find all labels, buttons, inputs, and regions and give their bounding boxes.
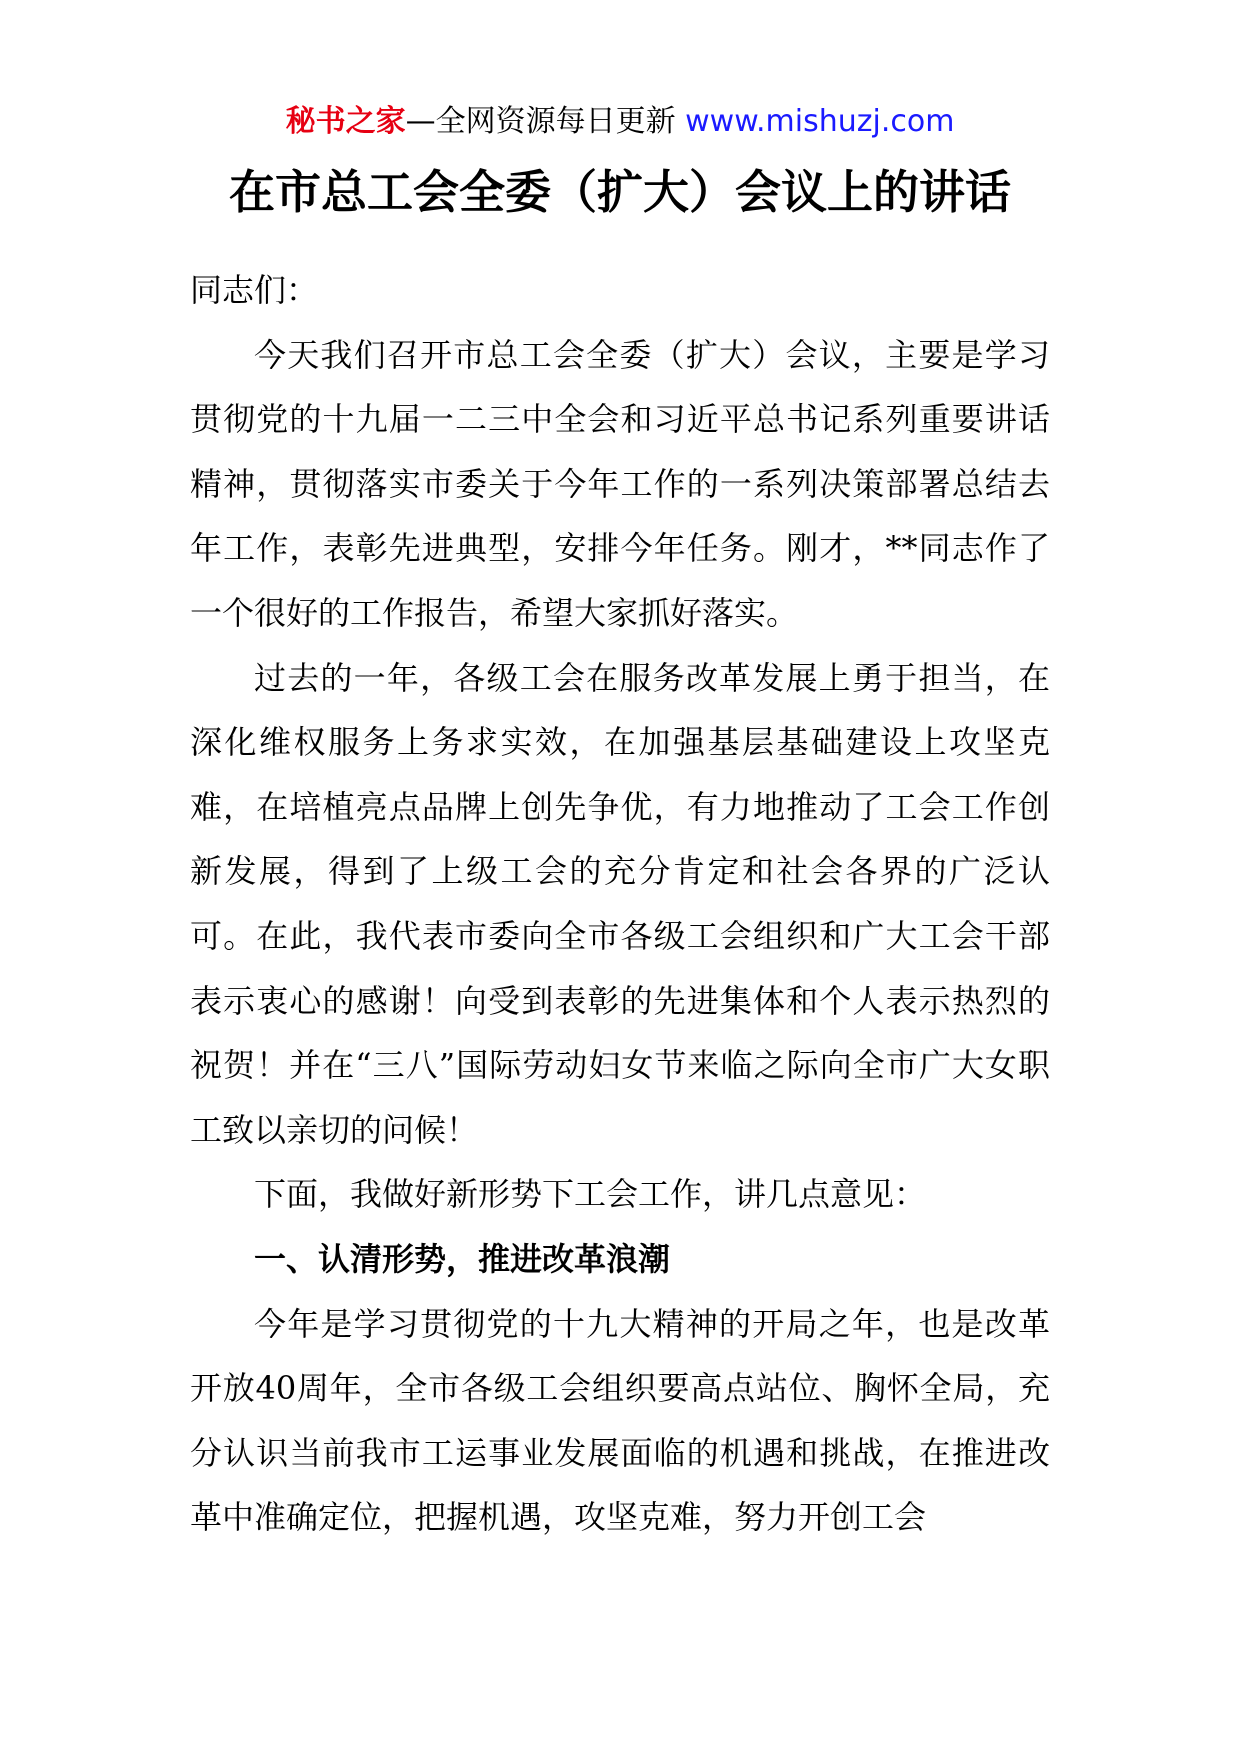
site-url-link[interactable]: www.mishuzj.com <box>685 104 955 139</box>
site-header <box>0 100 1240 144</box>
paragraph-3: 下面，我做好新形势下工会工作，讲几点意见： <box>254 1175 927 1214</box>
document-title: 在市总工会全委（扩大）会议上的讲话 <box>229 165 1011 219</box>
document-body <box>190 258 1050 1550</box>
brand-name: 秘书之家 <box>285 104 406 139</box>
header-tagline: —全网资源每日更新 <box>405 104 676 139</box>
paragraph-1: 今天我们召开市总工会全委（扩大）会议，主要是学习贯彻党的十九届一二三中全会和习近平总书记系列重要讲话精神，贯彻落实市委关于今年工作的一系列决策部署总结去年工作，表彰先进典型，安排今年任务。刚才，**同志作了一个很好的工作报告，希望大家抓好落实。 <box>190 335 1050 632</box>
section-heading-1: 一、认清形势，推进改革浪潮 <box>254 1239 671 1278</box>
paragraph-2: 过去的一年，各级工会在服务改革发展上勇于担当，在深化维权服务上务求实效，在加强基层基础建设上攻坚克难，在培植亮点品牌上创先争优，有力地推动了工会工作创新发展，得到了上级工会的充分肯定和社会各界的广泛认可。在此，我代表市委向全市各级工会组织和广大工会干部表示衷心的感谢！向受到表彰的先进集体和个人表示热烈的祝贺！并在“三八”国际劳动妇女节来临之际向全市广大女职工致以亲切的问候！ <box>190 658 1050 1149</box>
section-1-paragraph: 今年是学习贯彻党的十九大精神的开局之年，也是改革开放40周年，全市各级工会组织要高点站位、胸怀全局，充分认识当前我市工运事业发展面临的机遇和挑战，在推进改革中准确定位，把握机遇，攻坚克难，努力开创工会 <box>190 1304 1050 1537</box>
salutation: 同志们： <box>190 271 319 309</box>
